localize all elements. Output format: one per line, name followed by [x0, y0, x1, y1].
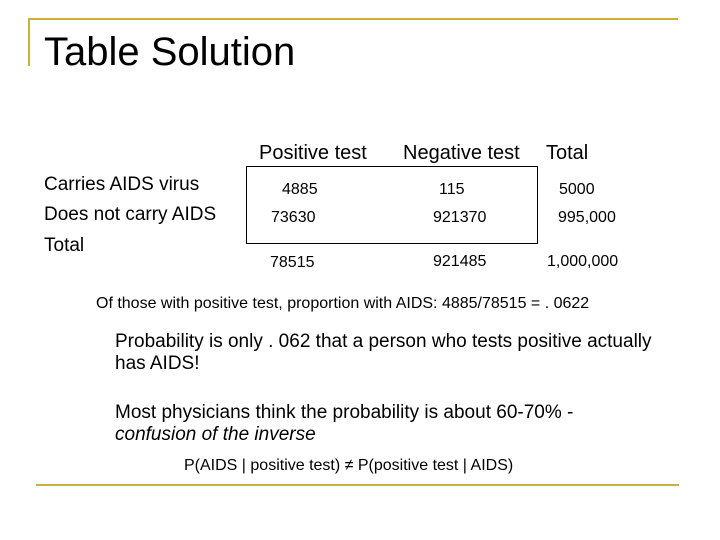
row-label-total: Total — [44, 235, 85, 256]
table-left-border — [246, 166, 247, 244]
row-label-does-not-carry-aids: Does not carry AIDS — [44, 204, 217, 225]
top-accent-horizontal-line — [28, 18, 678, 20]
slide-title: Table Solution — [44, 30, 296, 74]
table-cell: 78515 — [270, 254, 315, 271]
table-bottom-border — [246, 243, 538, 244]
table-cell: 921370 — [433, 209, 487, 226]
table-cell: 115 — [439, 181, 465, 198]
column-header-positive-test: Positive test — [259, 142, 367, 164]
table-top-border — [246, 166, 538, 167]
table-right-border — [537, 166, 538, 244]
table-cell: 921485 — [433, 253, 487, 270]
row-label-carries-aids: Carries AIDS virus — [44, 174, 200, 195]
column-header-negative-test: Negative test — [403, 142, 520, 164]
physicians-statement — [115, 402, 655, 446]
physicians-text: Most physicians think the probability is about 60-70% - — [115, 402, 574, 423]
confusion-of-inverse-text: confusion of the inverse — [115, 424, 316, 445]
table-cell: 4885 — [282, 181, 318, 198]
column-header-total: Total — [546, 142, 589, 164]
table-cell: 995,000 — [558, 209, 616, 226]
bottom-accent-line — [36, 484, 679, 486]
proportion-note: Of those with positive test, proportion with AIDS: 4885/78515 = . 0622 — [96, 295, 590, 312]
table-cell: 73630 — [271, 209, 316, 226]
table-cell: 1,000,000 — [547, 253, 619, 270]
probability-statement: Probability is only . 062 that a person who tests positive actually has AIDS! — [115, 331, 652, 374]
top-accent-vertical-line — [28, 18, 30, 66]
table-cell: 5000 — [559, 181, 595, 198]
inverse-formula: P(AIDS | positive test) ≠ P(positive test | AIDS) — [184, 457, 514, 474]
